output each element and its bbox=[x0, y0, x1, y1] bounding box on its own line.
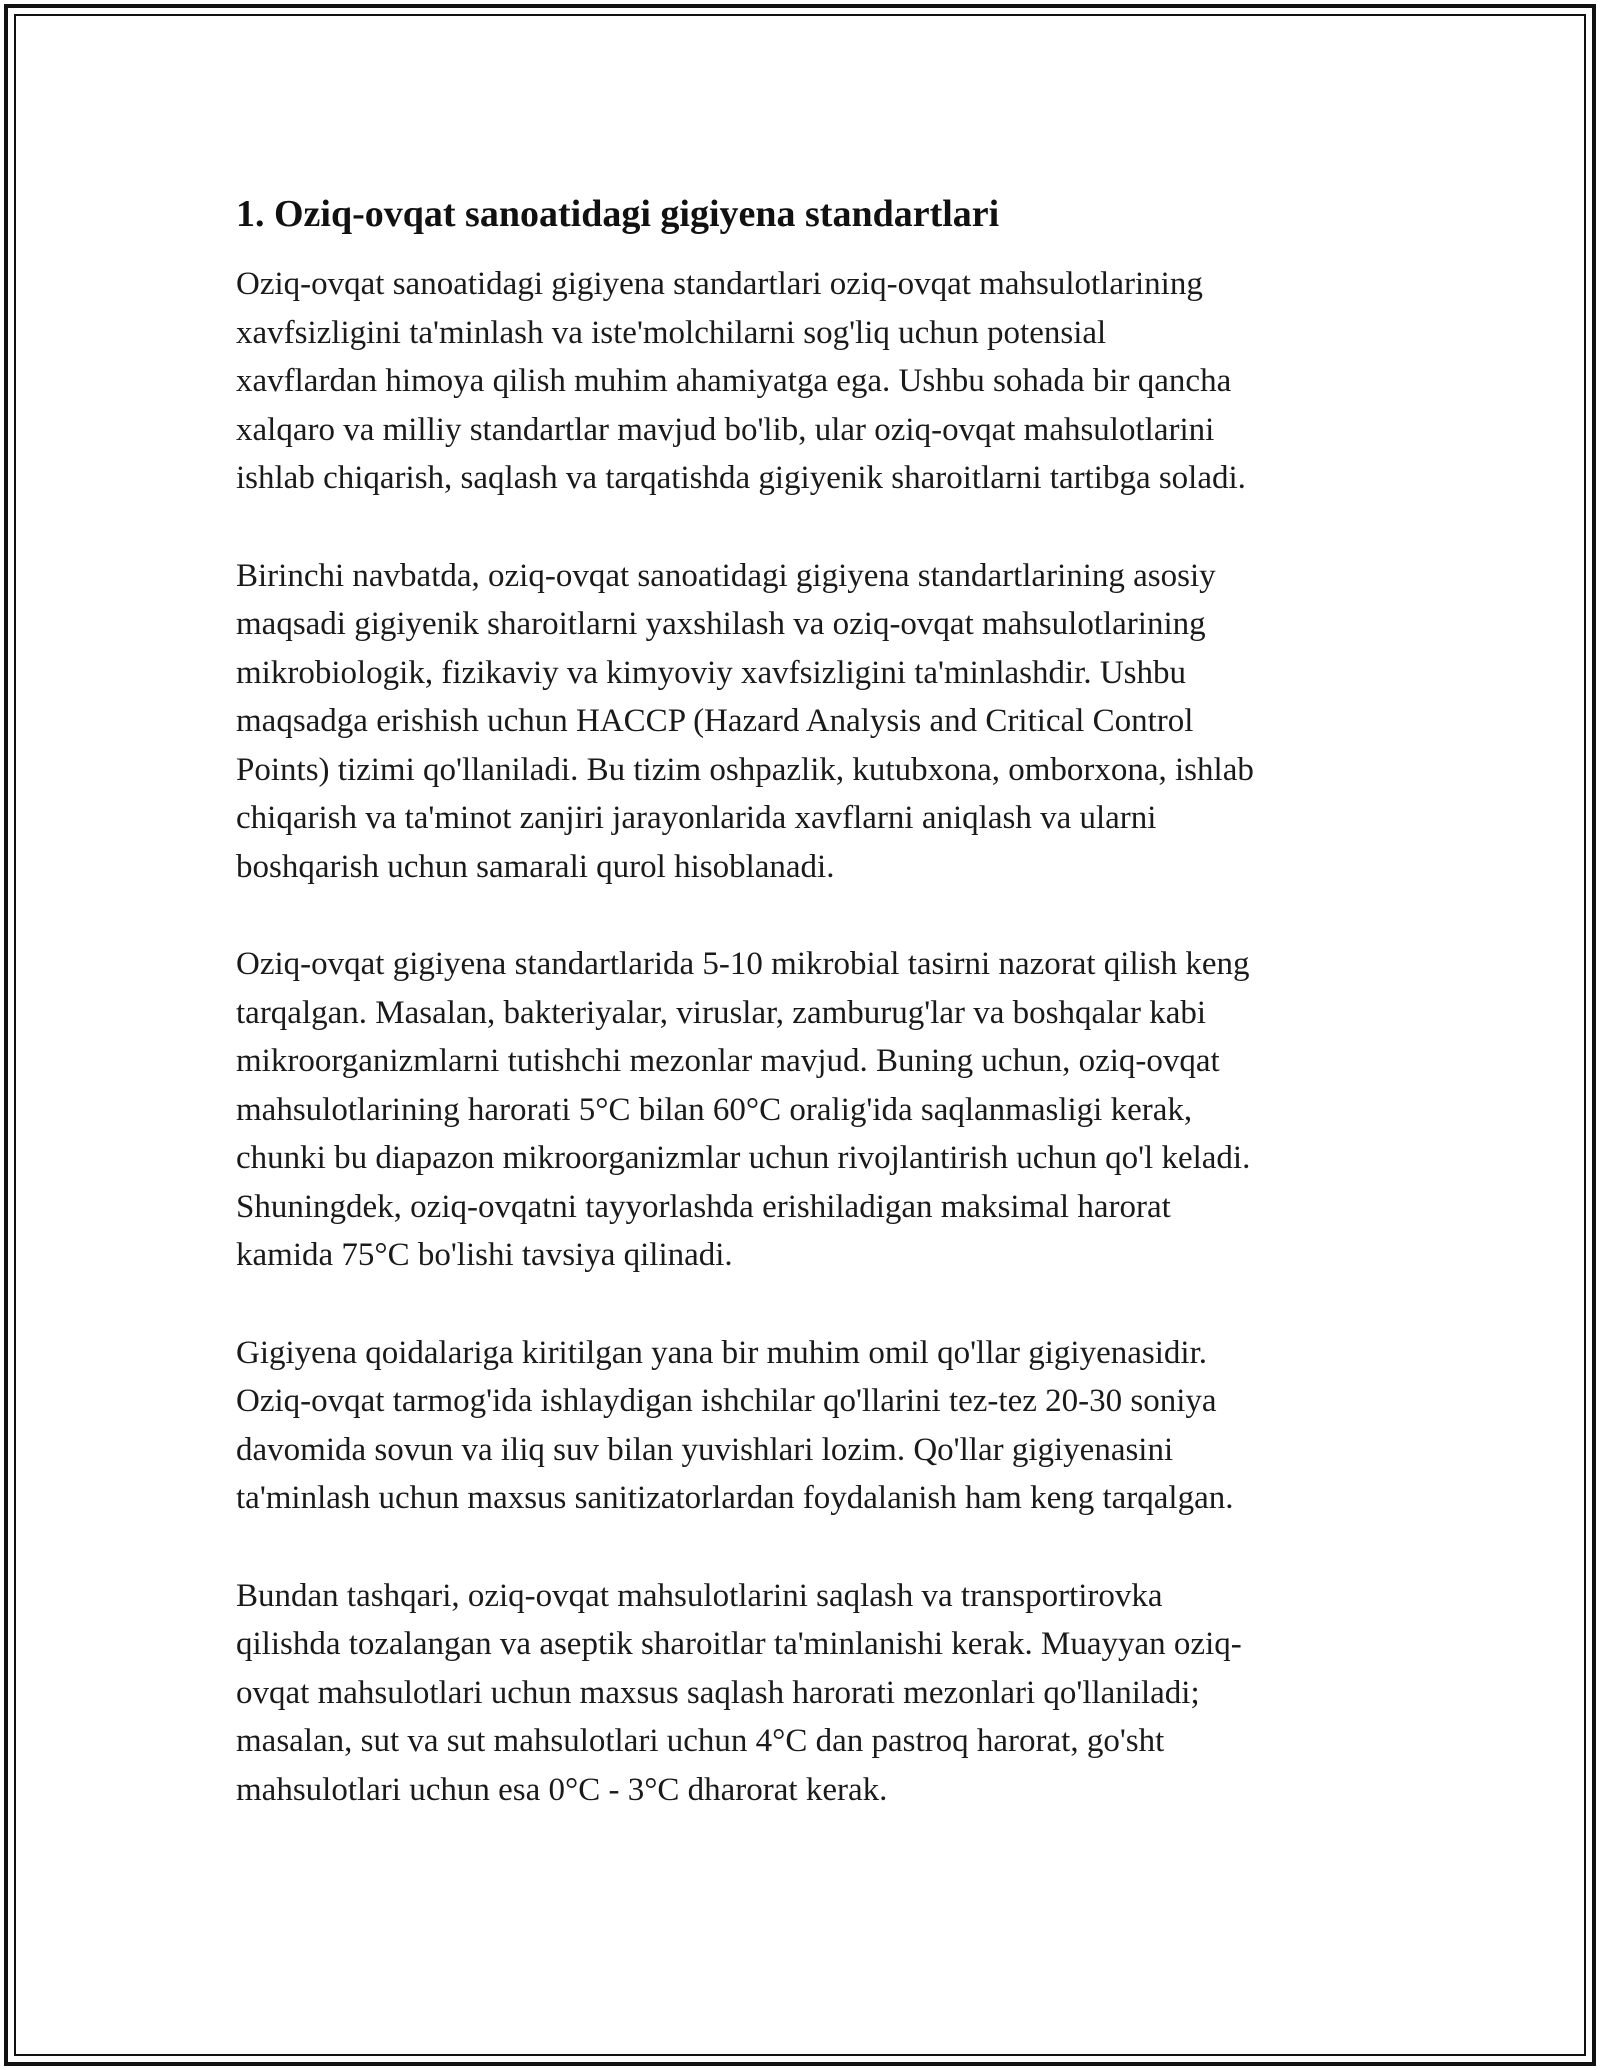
paragraph-temperature: Oziq-ovqat gigiyena standartlarida 5-10 mikrobial tasirni nazorat qilish keng tarqalgan. Masalan, bakteriyalar, viruslar, zamburug'lar va boshqalar kabi mikroorganizmlarni tutishchi mezonlar mavjud. Buning uchun, oziq-ovqat mahsulotlarining harorati 5°C bilan 60°C oralig'ida saqlanmasligi kerak, chunki bu diapazon mikroorganizmlar uchun rivojlantirish uchun qo'l keladi. Shuningdek, oziq-ovqatni tayyorlashda erishiladigan maksimal harorat kamida 75°C bo'lishi tavsiya qilinadi. bbox=[236, 946, 1251, 1273]
paragraph-intro: Oziq-ovqat sanoatidagi gigiyena standartlari oziq-ovqat mahsulotlarining xavfsizligini ta'minlash va iste'molchilarni sog'liq uchun potensial xavflardan himoya qilish muhim ahamiyatga ega. Ushbu sohada bir qancha xalqaro va milliy standartlar mavjud bo'lib, ular oziq-ovqat mahsulotlarini ishlab chiqarish, saqlash va tarqatishda gigiyenik sharoitlarni tartibga soladi. bbox=[236, 266, 1246, 496]
document-body bbox=[236, 190, 1376, 1814]
paragraph-hand-hygiene: Gigiyena qoidalariga kiritilgan yana bir muhim omil qo'llar gigiyenasidir. Oziq-ovqat tarmog'ida ishlaydigan ishchilar qo'llarini tez-tez 20-30 soniya davomida sovun va iliq suv bilan yuvishlari lozim. Qo'llar gigiyenasini ta'minlash uchun maxsus sanitizatorlardan foydalanish ham keng tarqalgan. bbox=[236, 1334, 1234, 1516]
section-heading: 1. Oziq-ovqat sanoatidagi gigiyena standartlari bbox=[236, 193, 1000, 235]
paragraph-haccp: Birinchi navbatda, oziq-ovqat sanoatidagi gigiyena standartlarining asosiy maqsadi gigiyenik sharoitlarni yaxshilash va oziq-ovqat mahsulotlarining mikrobiologik, fizikaviy va kimyoviy xavfsizligini ta'minlashdir. Ushbu maqsadga erishish uchun HACCP (Hazard Analysis and Critical Control Points) tizimi qo'llaniladi. Bu tizim oshpazlik, kutubxona, omborxona, ishlab chiqarish va ta'minot zanjiri jarayonlarida xavflarni aniqlash va ularni boshqarish uchun samarali qurol hisoblanadi. bbox=[236, 557, 1254, 885]
paragraph-storage: Bundan tashqari, oziq-ovqat mahsulotlarini saqlash va transportirovka qilishda tozalangan va aseptik sharoitlar ta'minlanishi kerak. Muayyan oziq- ovqat mahsulotlari uchun maxsus saqlash harorati mezonlari qo'llaniladi; masalan, sut va sut mahsulotlari uchun 4°C dan pastroq harorat, go'sht mahsulotlari uchun esa 0°C - 3°C dharorat kerak. bbox=[236, 1577, 1242, 1808]
